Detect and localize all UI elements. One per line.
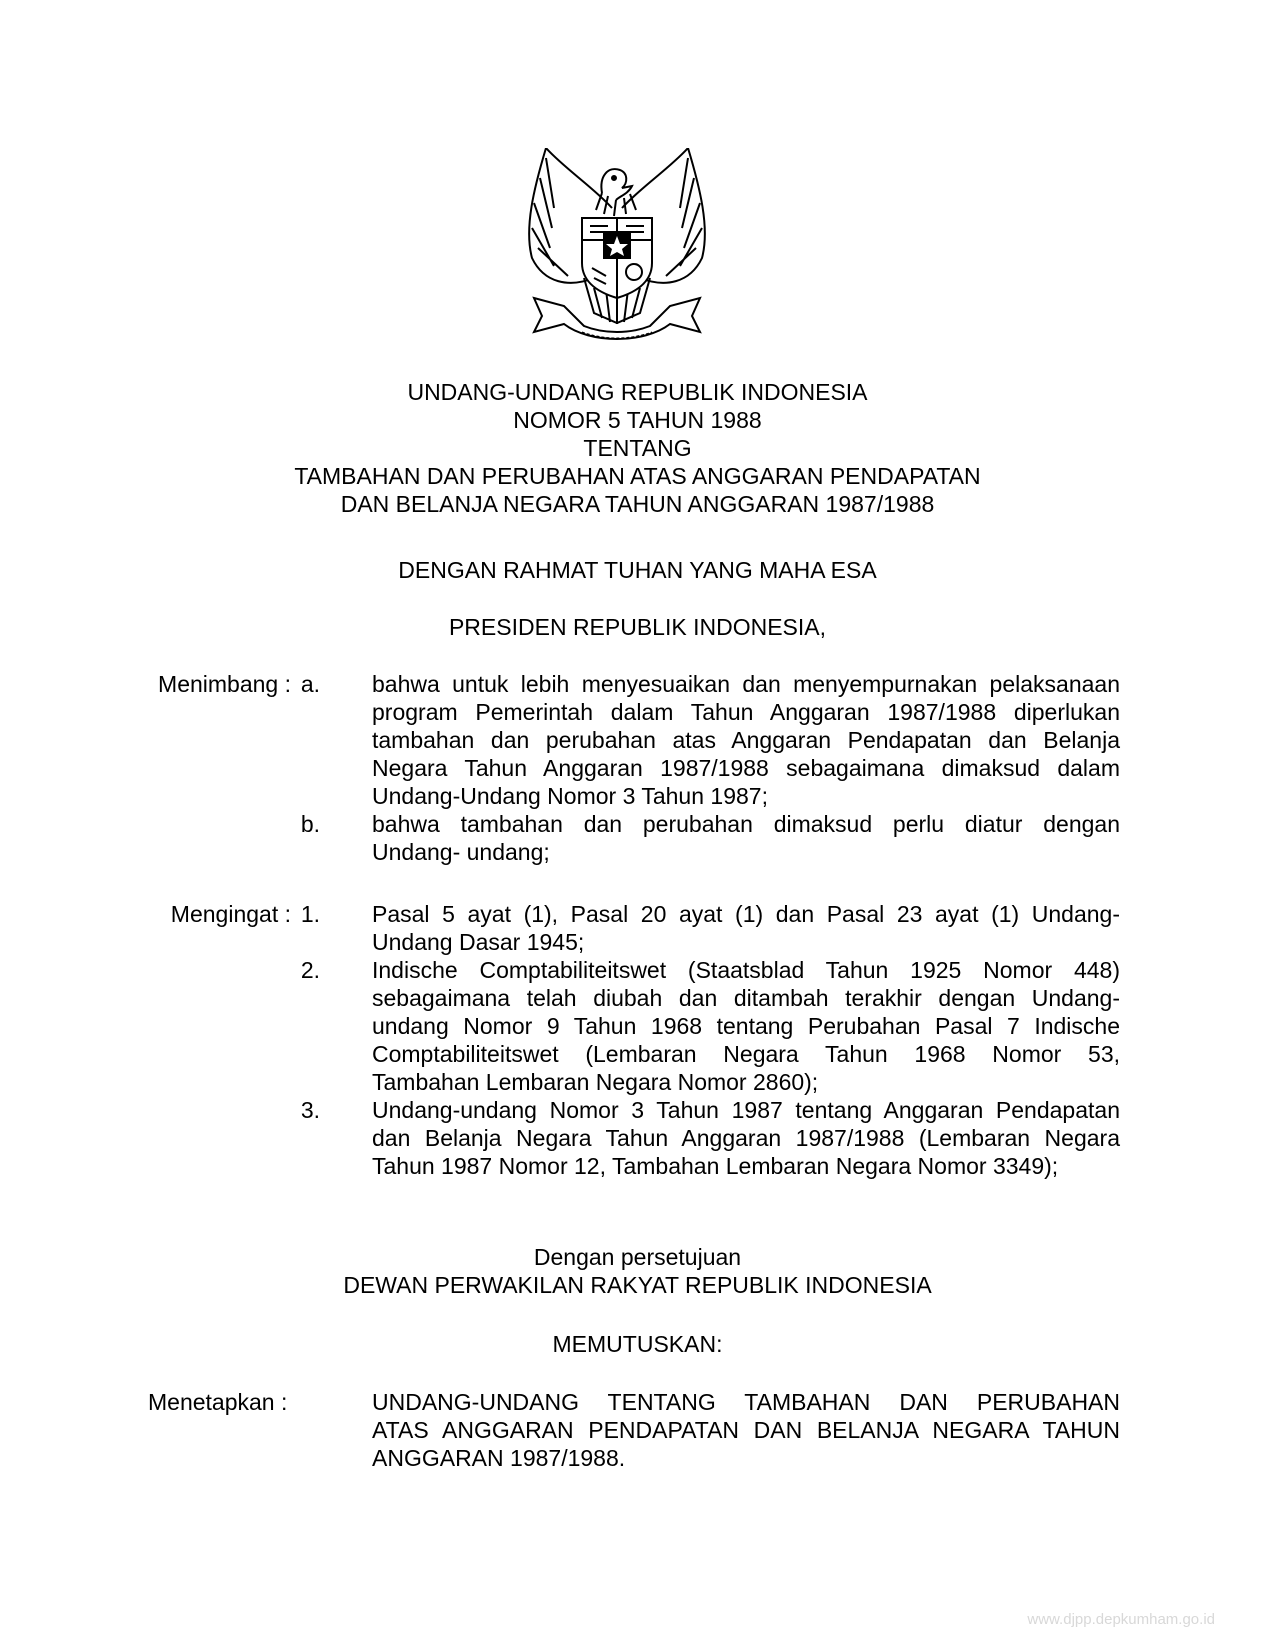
menimbang-item-a <box>372 670 1120 810</box>
text-line: bahwa tambahan dan perubahan dimaksud perlu diatur dengan <box>372 811 1120 837</box>
text-line: UNDANG-UNDANG TENTANG TAMBAHAN DAN PERUBAHAN <box>372 1389 1120 1415</box>
watermark-url: www.djpp.depkumham.go.id <box>1027 1611 1215 1628</box>
text-line: tambahan dan perubahan atas Anggaran Pendapatan dan Belanja <box>372 727 1120 753</box>
mengingat-label: Mengingat : <box>170 901 291 927</box>
menimbang-marker-b: b. <box>300 811 320 837</box>
mengingat-item-3 <box>372 1096 1120 1180</box>
text-line: Undang Dasar 1945; <box>372 929 585 955</box>
text-line: sebagaimana telah diubah dan ditambah terakhir dengan Undang- <box>372 985 1120 1011</box>
heading-line-5: DAN BELANJA NEGARA TAHUN ANGGARAN 1987/1988 <box>340 491 935 517</box>
persetujuan-line-2: DEWAN PERWAKILAN RAKYAT REPUBLIK INDONESIA <box>343 1272 932 1298</box>
text-line: dan Belanja Negara Tahun Anggaran 1987/1988 (Lembaran Negara <box>372 1125 1120 1151</box>
memutuskan-line: MEMUTUSKAN: <box>552 1331 723 1357</box>
mengingat-item-2 <box>372 956 1120 1096</box>
menetapkan-text <box>372 1388 1120 1472</box>
persetujuan-block <box>0 1243 1275 1299</box>
persetujuan-line-1: Dengan persetujuan <box>533 1244 742 1270</box>
text-line: Undang- undang; <box>372 839 550 865</box>
menetapkan-label: Menetapkan : <box>148 1389 288 1415</box>
text-line: Undang-Undang Nomor 3 Tahun 1987; <box>372 783 768 809</box>
text-line: Undang-undang Nomor 3 Tahun 1987 tentang Anggaran Pendapatan <box>372 1097 1120 1123</box>
heading-line-4: TAMBAHAN DAN PERUBAHAN ATAS ANGGARAN PENDAPATAN <box>294 463 981 489</box>
document-heading <box>0 378 1275 518</box>
garuda-emblem-icon <box>524 148 710 348</box>
text-line: undang Nomor 9 Tahun 1968 tentang Perubahan Pasal 7 Indische <box>372 1013 1120 1039</box>
text-line: Tambahan Lembaran Negara Nomor 2860); <box>372 1069 819 1095</box>
heading-line-2: NOMOR 5 TAHUN 1988 <box>513 407 762 433</box>
mengingat-item-1 <box>372 900 1120 956</box>
text-line: ANGGARAN 1987/1988. <box>372 1445 626 1471</box>
mengingat-marker-3: 3. <box>300 1097 320 1123</box>
heading-line-1: UNDANG-UNDANG REPUBLIK INDONESIA <box>407 379 868 405</box>
text-line: ATAS ANGGARAN PENDAPATAN DAN BELANJA NEGARA TAHUN <box>372 1417 1120 1443</box>
text-line: Indische Comptabiliteitswet (Staatsblad Tahun 1925 Nomor 448) <box>372 957 1120 983</box>
text-line: bahwa untuk lebih menyesuaikan dan menyempurnakan pelaksanaan <box>372 671 1120 697</box>
text-line: Pasal 5 ayat (1), Pasal 20 ayat (1) dan Pasal 23 ayat (1) Undang- <box>372 901 1120 927</box>
presiden-line: PRESIDEN REPUBLIK INDONESIA, <box>448 614 827 640</box>
text-line: Tahun 1987 Nomor 12, Tambahan Lembaran Negara Nomor 3349); <box>372 1153 1059 1179</box>
text-line: Negara Tahun Anggaran 1987/1988 sebagaimana dimaksud dalam <box>372 755 1120 781</box>
heading-line-3: TENTANG <box>583 435 692 461</box>
mengingat-marker-2: 2. <box>300 957 320 983</box>
text-line: Comptabiliteitswet (Lembaran Negara Tahun 1968 Nomor 53, <box>372 1041 1120 1067</box>
text-line: program Pemerintah dalam Tahun Anggaran 1987/1988 diperlukan <box>372 699 1120 725</box>
menimbang-marker-a: a. <box>300 671 320 697</box>
mengingat-marker-1: 1. <box>300 901 320 927</box>
menimbang-item-b <box>372 810 1120 866</box>
menimbang-label: Menimbang : <box>158 671 291 697</box>
rahmat-line: DENGAN RAHMAT TUHAN YANG MAHA ESA <box>398 557 877 583</box>
